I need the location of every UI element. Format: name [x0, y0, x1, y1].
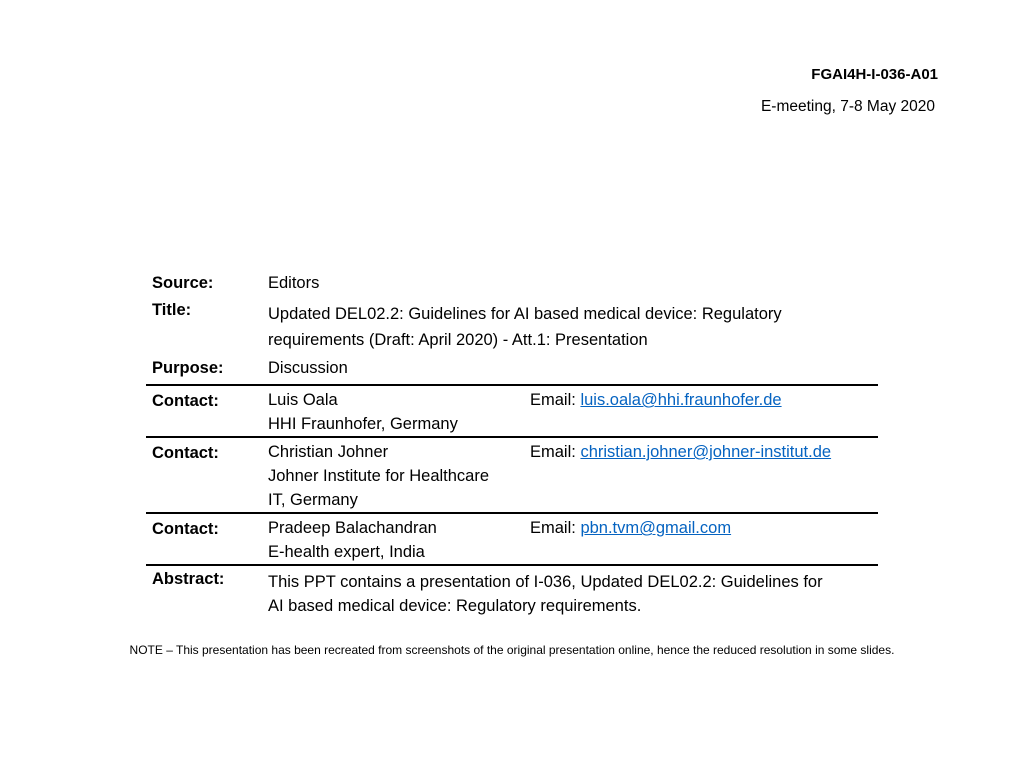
contact-name: Christian Johner: [268, 443, 389, 461]
title-value: [268, 299, 878, 357]
source-value: Editors: [268, 274, 320, 292]
source-label: Source:: [152, 274, 214, 292]
meeting-info: E-meeting, 7-8 May 2020: [760, 98, 935, 115]
title-row: [146, 299, 878, 357]
contact-name: Pradeep Balachandran: [268, 519, 437, 537]
contact-label: Contact:: [146, 385, 268, 437]
title-label: Title:: [152, 301, 192, 319]
abstract-line-2: AI based medical device: Regulatory requirements.: [268, 597, 642, 615]
title-line-1: Updated DEL02.2: Guidelines for AI based medical device: Regulatory: [268, 305, 782, 323]
contact-name: Luis Oala: [268, 391, 338, 409]
source-row: [146, 272, 878, 299]
contact-details: [268, 385, 530, 437]
contact-label: Contact:: [146, 437, 268, 513]
document-metadata-table: [146, 272, 878, 618]
purpose-row: [146, 357, 878, 385]
abstract-text: [268, 565, 878, 618]
contact-email: [530, 513, 878, 565]
contact-label: Contact:: [146, 513, 268, 565]
contact-row: [146, 385, 878, 437]
title-line-2: requirements (Draft: April 2020) - Att.1: Presentation: [268, 331, 648, 349]
contact-organization: E-health expert, India: [268, 543, 425, 561]
email-label: Email:: [530, 519, 581, 537]
email-link[interactable]: pbn.tvm@gmail.com: [580, 519, 732, 537]
abstract-label: Abstract:: [146, 565, 268, 618]
footnote: NOTE – This presentation has been recreated from screenshots of the original presentation online, hence the reduced resolution in some slides.: [129, 643, 895, 657]
contact-email: [530, 385, 878, 437]
contact-details: [268, 437, 530, 513]
contact-row: [146, 437, 878, 513]
email-label: Email:: [530, 443, 581, 461]
email-link[interactable]: luis.oala@hhi.fraunhofer.de: [580, 391, 782, 409]
contact-organization: Johner Institute for Healthcare: [268, 467, 490, 485]
abstract-line-1: This PPT contains a presentation of I-036, Updated DEL02.2: Guidelines for: [268, 573, 823, 591]
contact-details: [268, 513, 530, 565]
purpose-label: Purpose:: [152, 359, 224, 377]
purpose-value: Discussion: [268, 359, 348, 377]
email-label: Email:: [530, 391, 581, 409]
email-link[interactable]: christian.johner@johner-institut.de: [580, 443, 832, 461]
contact-organization-cont: IT, Germany: [268, 491, 358, 509]
document-id: FGAI4H-I-036-A01: [811, 66, 938, 83]
contact-row: [146, 513, 878, 565]
contact-organization: HHI Fraunhofer, Germany: [268, 415, 458, 433]
abstract-row: [146, 565, 878, 618]
contact-email: [530, 437, 878, 513]
